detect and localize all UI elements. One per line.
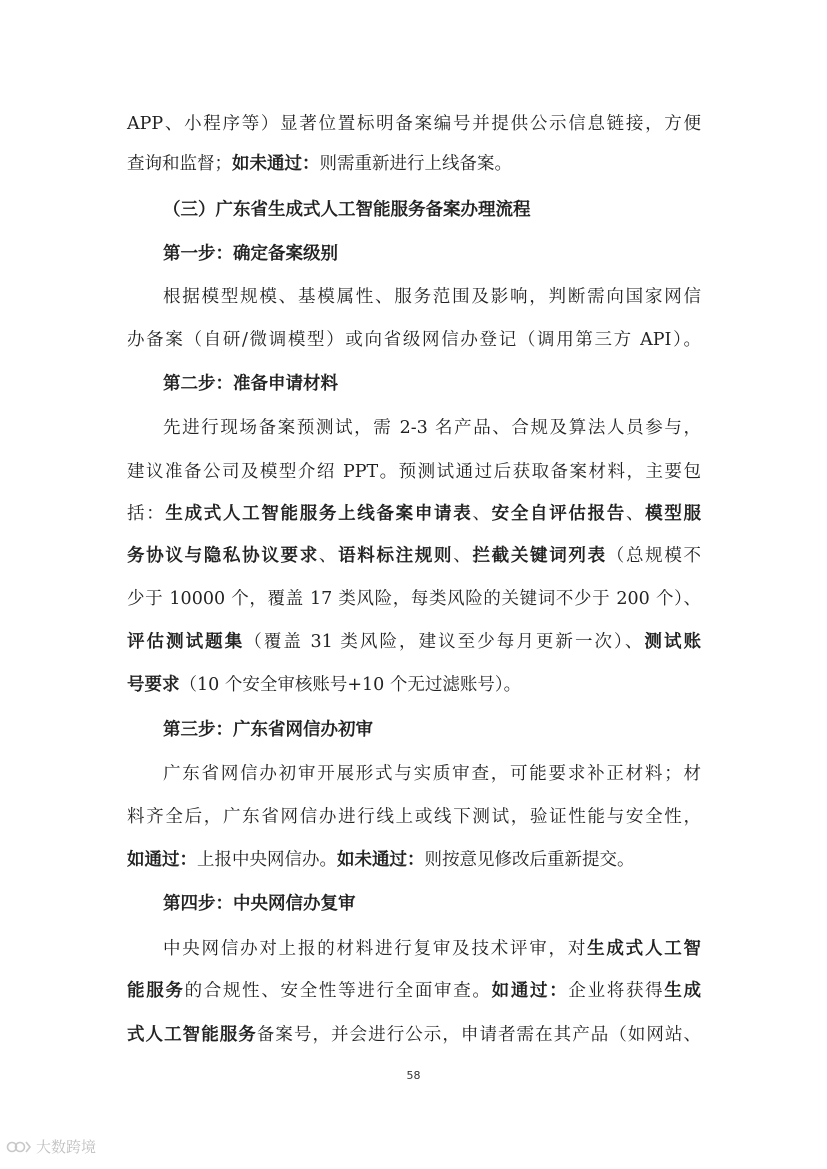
text-span: 建议准备公司及模型介绍 PPT。预测试通过后获取备案材料，主要包 bbox=[127, 462, 701, 482]
text-span: 少于 10000 个，覆盖 17 类风险，每类风险的关键词不少于 200 个）、 bbox=[127, 589, 701, 609]
bold-text: 能服务 bbox=[127, 981, 185, 1001]
bold-text: 如未通过： bbox=[337, 850, 425, 870]
text-span: 料齐全后，广东省网信办进行线上或线下测试，验证性能与安全性， bbox=[127, 807, 701, 827]
bold-text: 生成式人工智能服务上线备案申请表 bbox=[165, 504, 473, 524]
bold-text: 第四步：中央网信办复审 bbox=[163, 894, 356, 914]
text-line bbox=[127, 585, 701, 613]
bold-text: 如通过： bbox=[127, 850, 197, 870]
text-line bbox=[163, 283, 701, 311]
text-line bbox=[163, 414, 701, 442]
text-span: APP、小程序等）显著位置标明备案编号并提供公示信息链接，方便 bbox=[127, 114, 701, 134]
bold-text: 务协议与隐私协议要求 bbox=[127, 546, 319, 566]
text-line bbox=[127, 977, 701, 1005]
bold-text: 第二步：准备申请材料 bbox=[163, 374, 338, 394]
text-line bbox=[163, 760, 701, 788]
page-number: 58 bbox=[406, 1069, 421, 1082]
text-line bbox=[127, 458, 701, 486]
bold-text: 模型服 bbox=[645, 504, 702, 524]
bold-text: 评估测试题集 bbox=[127, 632, 245, 652]
watermark-logo-icon bbox=[6, 1138, 32, 1156]
text-line bbox=[127, 671, 701, 699]
step-heading bbox=[163, 890, 701, 918]
text-line bbox=[127, 803, 701, 831]
text-line bbox=[163, 935, 701, 963]
text-span: 办备案（自研/微调模型）或向省级网信办登记（调用第三方 API）。 bbox=[127, 330, 701, 350]
watermark bbox=[6, 1136, 96, 1157]
text-span: 中央网信办对上报的材料进行复审及技术评审，对 bbox=[163, 939, 588, 959]
text-span: 、 bbox=[318, 546, 339, 566]
bold-text: 语料标注规则 bbox=[338, 546, 454, 566]
text-span: 、 bbox=[625, 504, 646, 524]
bold-text: 拦截关键词列表 bbox=[472, 546, 607, 566]
text-span: 广东省网信办初审开展形式与实质审查，可能要求补正材料；材 bbox=[163, 764, 701, 784]
text-span: 括： bbox=[127, 504, 166, 524]
bold-text: 生成式人工智 bbox=[587, 939, 701, 959]
bold-text: （三）广东省生成式人工智能服务备案办理流程 bbox=[163, 200, 531, 220]
text-span: 备案号，并会进行公示，申请者需在其产品（如网站、 bbox=[256, 1025, 702, 1045]
step-heading bbox=[163, 370, 701, 398]
text-line bbox=[127, 1021, 701, 1049]
text-span: （10 个安全审核账号+10 个无过滤账号）。 bbox=[179, 675, 522, 695]
text-line bbox=[127, 326, 701, 354]
step-heading bbox=[163, 196, 701, 224]
step-heading bbox=[163, 240, 701, 268]
text-span: 、 bbox=[472, 504, 492, 524]
text-span: 先进行现场备案预测试，需 2-3 名产品、合规及算法人员参与， bbox=[163, 418, 701, 438]
text-span: （总规模不 bbox=[606, 546, 702, 566]
text-span: 则需重新进行上线备案。 bbox=[319, 154, 512, 174]
text-span: 查询和监督； bbox=[127, 154, 232, 174]
bold-text: 第三步：广东省网信办初审 bbox=[163, 720, 373, 740]
bold-text: 安全自评估报告 bbox=[491, 504, 626, 524]
text-span: 、 bbox=[453, 546, 473, 566]
bold-text: 生成 bbox=[664, 981, 702, 1001]
text-line bbox=[127, 500, 701, 528]
bold-text: 式人工智能服务 bbox=[127, 1025, 257, 1045]
watermark-text: 大数跨境 bbox=[36, 1138, 97, 1156]
text-line bbox=[127, 846, 701, 874]
bold-text: 第一步：确定备案级别 bbox=[163, 244, 338, 264]
step-heading bbox=[163, 716, 701, 744]
text-span: 企业将获得 bbox=[568, 981, 665, 1001]
bold-text: 如未通过： bbox=[232, 154, 320, 174]
text-line bbox=[127, 110, 701, 138]
text-span: （覆盖 31 类风险，建议至少每月更新一次）、 bbox=[244, 632, 645, 652]
bold-text: 如通过： bbox=[491, 981, 569, 1001]
text-span: 的合规性、安全性等进行全面审查。 bbox=[184, 981, 492, 1001]
text-span: 则按意见修改后重新提交。 bbox=[424, 850, 635, 870]
text-line bbox=[127, 150, 701, 178]
bold-text: 号要求 bbox=[127, 675, 180, 695]
text-span: 上报中央网信办。 bbox=[197, 850, 337, 870]
text-line bbox=[127, 628, 701, 656]
bold-text: 测试账 bbox=[644, 632, 701, 652]
text-line bbox=[127, 542, 701, 570]
text-span: 根据模型规模、基模属性、服务范围及影响，判断需向国家网信 bbox=[163, 287, 701, 307]
